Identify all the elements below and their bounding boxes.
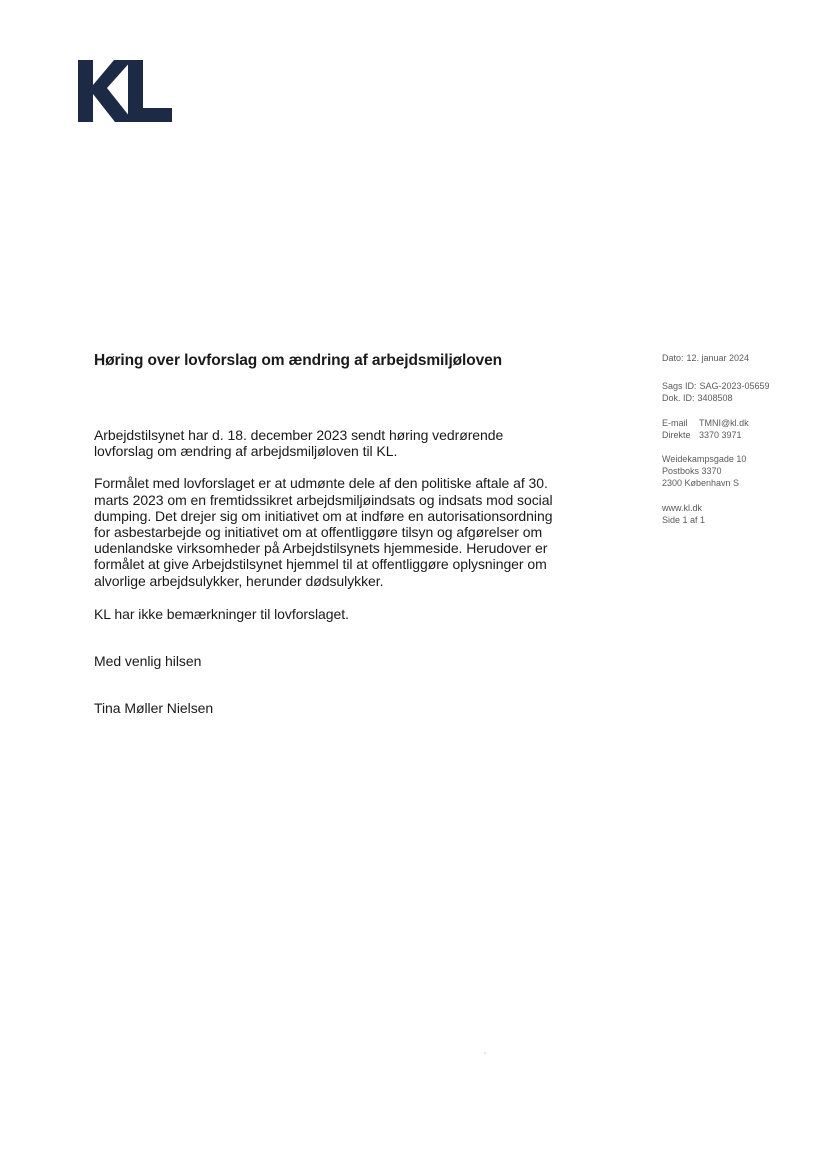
doc-id-row (662, 392, 822, 404)
phone-row (662, 429, 822, 441)
date-row (662, 352, 822, 364)
phone-label: Direkte (662, 429, 691, 440)
kl-logo (78, 60, 174, 122)
page-number: Side 1 af 1 (662, 514, 706, 525)
phone-value: 3370 3971 (699, 429, 742, 440)
paragraph-conclusion: KL har ikke bemærkninger til lovforslaget. (94, 605, 349, 622)
date-label: Dato: (662, 353, 684, 363)
letter-metadata (662, 352, 822, 538)
page-title: Høring over lovforslag om ændring af arbejdsmiljøloven (94, 352, 502, 369)
scan-speck (484, 1052, 486, 1054)
paragraph-intro: Arbejdstilsynet har d. 18. december 2023 sendt høring vedrørende lovforslag om ændring af arbejdsmiljøloven til KL. (94, 427, 504, 460)
case-id-value: SAG-2023-05659 (699, 381, 770, 392)
address-line-1: Weidekampsgade 10 (662, 454, 747, 465)
footer-info (662, 502, 822, 526)
doc-id-value: 3408508 (697, 393, 733, 404)
case-ids (662, 380, 822, 404)
address-line-2: Postboks 3370 (662, 466, 722, 477)
email-link[interactable]: TMNI@kl.dk (699, 417, 749, 428)
letter-body (94, 427, 556, 716)
signature-name: Tina Møller Nielsen (94, 700, 214, 717)
address-block (662, 453, 822, 490)
website-link[interactable]: www.kl.dk (662, 502, 703, 513)
closing-greeting: Med venlig hilsen (94, 653, 202, 670)
case-id-label: Sags ID: (662, 381, 697, 392)
doc-id-label: Dok. ID: (662, 393, 695, 404)
case-id-row (662, 380, 822, 392)
email-label: E-mail (662, 417, 688, 428)
contact-info (662, 417, 822, 441)
address-line-3: 2300 København S (662, 478, 740, 489)
date-value: 12. januar 2024 (686, 353, 750, 363)
email-row (662, 417, 822, 429)
paragraph-purpose: Formålet med lovforslaget er at udmønte dele af den politiske aftale af 30. marts 2023 om en fremtidssikret arbejdsmiljøindsats og indsats mod social dumping. Det drejer sig om initiativet om at indføre en autorisationsordning for asbestarbejde og initiativet om at offentliggøre tilsyn og afgørelser om udenlandske virksomheder på Arbejdstilsynets hjemmeside. Herudover er formålet at give Arbejdstilsynet hjemmel til at offentliggøre oplysninger om alvorlige arbejdsulykker, herunder dødsulykker. (94, 475, 553, 589)
kl-logo-mark (78, 60, 174, 122)
